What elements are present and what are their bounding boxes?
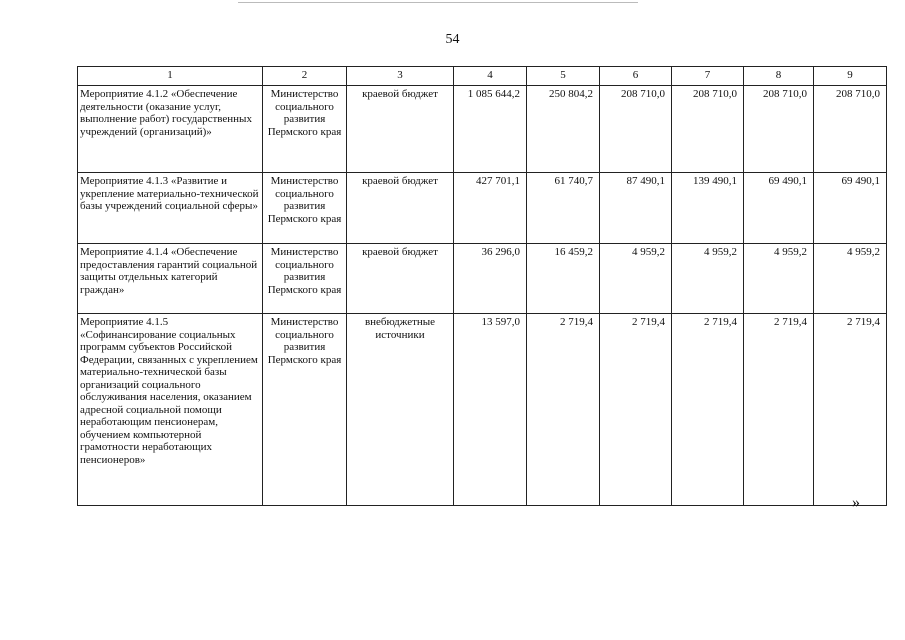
scan-edge-line xyxy=(238,2,638,3)
table-row xyxy=(78,314,887,506)
activity-name: Мероприятие 4.1.2 «Обеспечение деятельности (оказание услуг, выполнение работ) государственных учреждений (организаций)» xyxy=(78,86,263,173)
column-header: 5 xyxy=(527,67,600,86)
column-header: 1 xyxy=(78,67,263,86)
funding-source: краевой бюджет xyxy=(347,173,454,244)
column-header: 8 xyxy=(744,67,814,86)
funding-source: краевой бюджет xyxy=(347,86,454,173)
column-header: 7 xyxy=(672,67,744,86)
activity-name: Мероприятие 4.1.4 «Обеспечение предоставления гарантий социальной защиты отдельных категорий граждан» xyxy=(78,244,263,314)
activity-name: Мероприятие 4.1.3 «Развитие и укрепление материально-технической базы учреждений социальной сферы» xyxy=(78,173,263,244)
value-cell: 2 719,4 xyxy=(744,314,814,506)
funding-table xyxy=(77,66,887,506)
value-cell: 2 719,4 xyxy=(527,314,600,506)
value-cell: 61 740,7 xyxy=(527,173,600,244)
value-cell: 2 719,4 xyxy=(600,314,672,506)
page-number: 54 xyxy=(445,32,460,47)
value-cell: 4 959,2 xyxy=(672,244,744,314)
value-cell: 16 459,2 xyxy=(527,244,600,314)
value-cell: 4 959,2 xyxy=(814,244,887,314)
value-cell: 208 710,0 xyxy=(814,86,887,173)
value-cell: 87 490,1 xyxy=(600,173,672,244)
value-cell: 4 959,2 xyxy=(744,244,814,314)
closing-quote: » xyxy=(852,494,860,511)
column-header: 2 xyxy=(263,67,347,86)
value-cell: 427 701,1 xyxy=(454,173,527,244)
value-cell: 69 490,1 xyxy=(744,173,814,244)
table-row xyxy=(78,173,887,244)
value-cell: 208 710,0 xyxy=(744,86,814,173)
value-cell: 2 719,4 xyxy=(814,314,887,506)
value-cell: 1 085 644,2 xyxy=(454,86,527,173)
responsible-organization: Министерство социального развития Пермского края xyxy=(263,86,347,173)
value-cell: 139 490,1 xyxy=(672,173,744,244)
value-cell: 208 710,0 xyxy=(600,86,672,173)
activity-name: Мероприятие 4.1.5 «Софинансирование социальных программ субъектов Российской Федерации, связанных с укреплением материально-технической базы организаций социального обслуживания населения, оказанием адресной социальной помощи неработающим пенсионерам, обучением компьютерной грамотности неработающих пенсионеров» xyxy=(78,314,263,506)
column-header: 9 xyxy=(814,67,887,86)
value-cell: 250 804,2 xyxy=(527,86,600,173)
column-header: 6 xyxy=(600,67,672,86)
header-row xyxy=(78,67,887,86)
table-row xyxy=(78,244,887,314)
value-cell: 36 296,0 xyxy=(454,244,527,314)
responsible-organization: Министерство социального развития Пермского края xyxy=(263,244,347,314)
table-row xyxy=(78,86,887,173)
responsible-organization: Министерство социального развития Пермского края xyxy=(263,173,347,244)
value-cell: 13 597,0 xyxy=(454,314,527,506)
funding-source: внебюджетные источники xyxy=(347,314,454,506)
value-cell: 4 959,2 xyxy=(600,244,672,314)
value-cell: 2 719,4 xyxy=(672,314,744,506)
column-header: 4 xyxy=(454,67,527,86)
column-header: 3 xyxy=(347,67,454,86)
funding-source: краевой бюджет xyxy=(347,244,454,314)
value-cell: 208 710,0 xyxy=(672,86,744,173)
responsible-organization: Министерство социального развития Пермского края xyxy=(263,314,347,506)
value-cell: 69 490,1 xyxy=(814,173,887,244)
